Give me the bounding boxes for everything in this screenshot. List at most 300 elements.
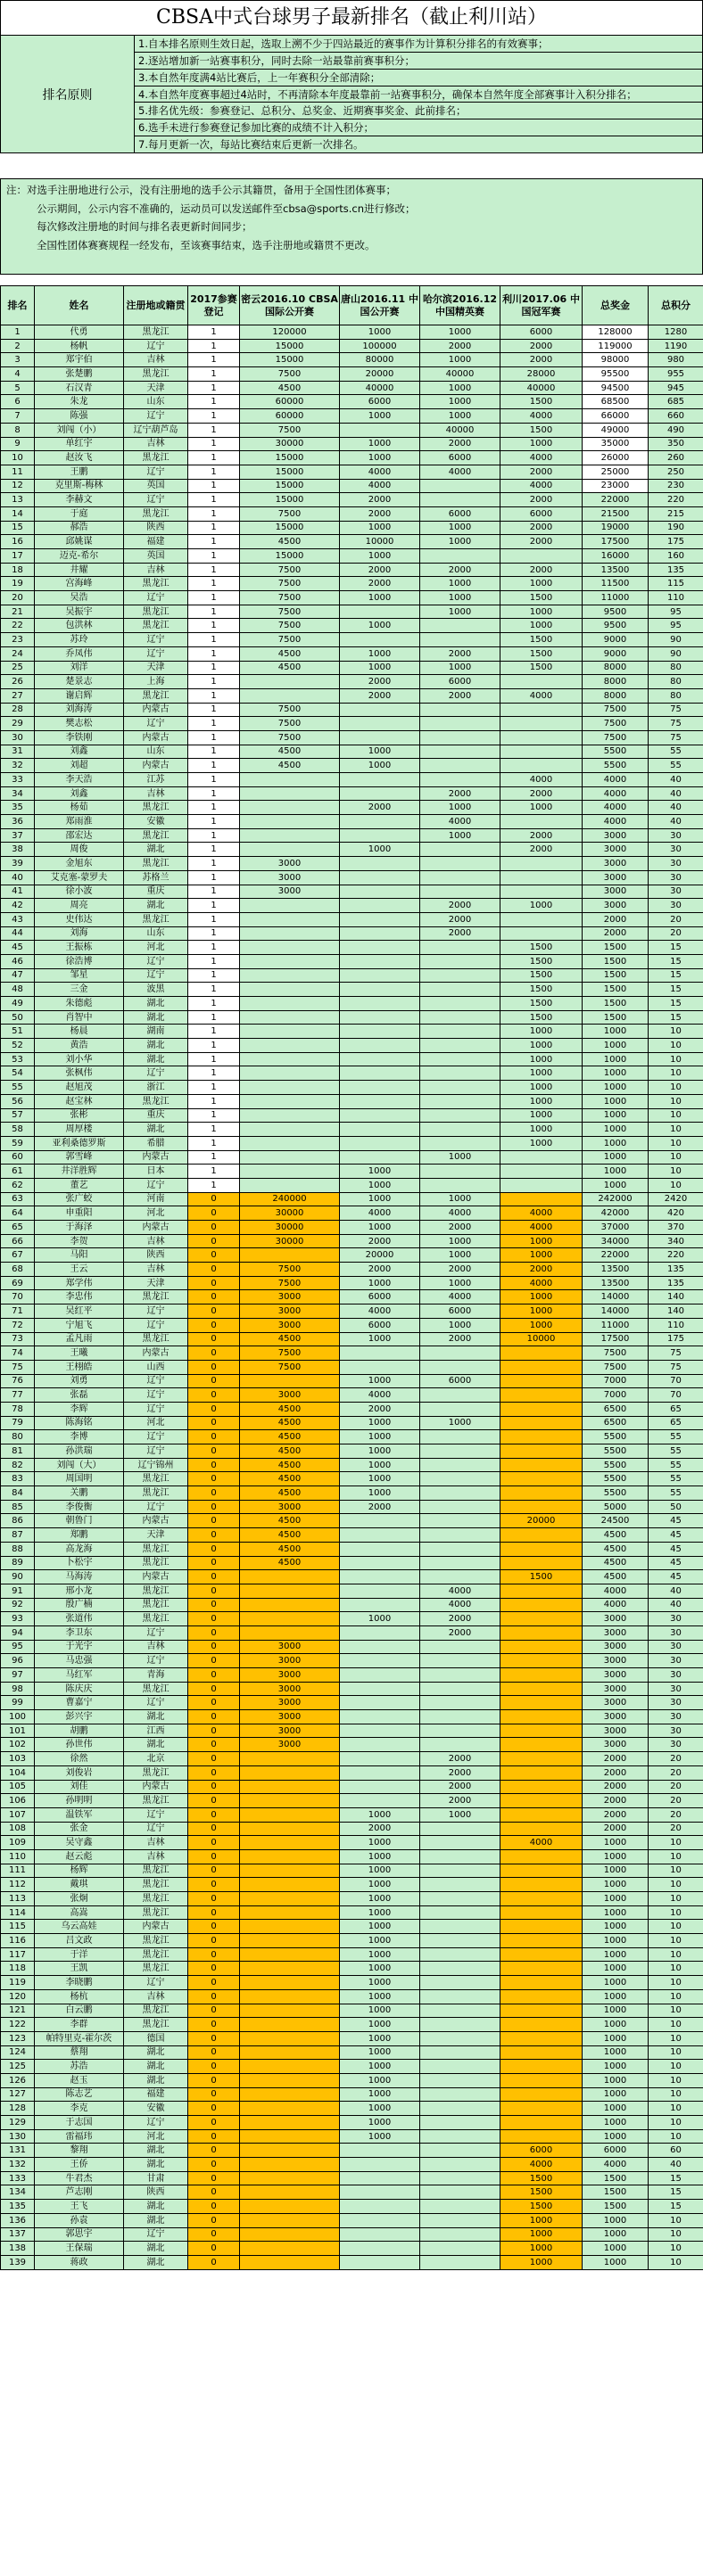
prize-cell: 1000 [583,2242,649,2256]
tangshan-cell: 1000 [340,2073,420,2087]
lichuan-cell [500,2073,583,2087]
prize-cell: 37000 [583,1221,649,1235]
rank-cell: 120 [1,1989,35,2004]
points-cell: 10 [649,2018,703,2032]
points-cell: 10 [649,1892,703,1906]
points-cell: 10 [649,1108,703,1123]
rank-cell: 72 [1,1318,35,1332]
points-cell: 340 [649,1234,703,1248]
name-cell: 郭思宇 [35,2227,124,2242]
registered-cell: 0 [188,1765,240,1780]
lichuan-cell: 1000 [500,577,583,591]
name-cell: 苏玲 [35,633,124,647]
tangshan-cell [340,926,420,941]
registered-cell: 1 [188,717,240,731]
name-cell: 张彬 [35,1108,124,1123]
tangshan-cell: 1000 [340,325,420,340]
lichuan-cell: 1000 [500,1094,583,1108]
rank-cell: 43 [1,912,35,926]
name-cell: 郭雪峰 [35,1150,124,1165]
harbin-cell [420,1710,500,1724]
table-row [1,633,703,647]
rank-cell: 67 [1,1248,35,1263]
region-cell: 内蒙古 [124,1780,188,1794]
table-row [1,1864,703,1878]
rank-cell: 125 [1,2060,35,2074]
prize-cell: 4000 [583,801,649,815]
miyun-cell [240,1136,340,1150]
registered-cell: 0 [188,1248,240,1263]
rank-cell: 87 [1,1528,35,1543]
harbin-cell: 6000 [420,451,500,465]
points-cell: 15 [649,2200,703,2214]
lichuan-cell [500,1724,583,1738]
region-cell: 湖北 [124,1738,188,1752]
table-row [1,1807,703,1822]
lichuan-cell: 1500 [500,591,583,605]
lichuan-cell [500,1625,583,1640]
tangshan-cell [340,983,420,997]
lichuan-cell: 1000 [500,2242,583,2256]
rank-cell: 39 [1,857,35,871]
table-row [1,773,703,787]
note-line: 每次修改注册地的时间与排名表更新时间同步； [37,220,252,233]
lichuan-cell: 2000 [500,1263,583,1277]
tangshan-cell [340,633,420,647]
name-cell: 黎翔 [35,2144,124,2158]
table-row [1,563,703,577]
tangshan-cell [340,899,420,913]
harbin-cell [420,2200,500,2214]
table-row [1,1989,703,2004]
prize-cell: 5500 [583,1486,649,1501]
name-cell: 石汉青 [35,381,124,395]
prize-cell: 94500 [583,381,649,395]
name-cell: 李俊衡 [35,1500,124,1514]
prize-cell: 98000 [583,353,649,367]
rank-cell: 89 [1,1556,35,1570]
region-cell: 黑龙江 [124,1486,188,1501]
points-cell: 175 [649,1332,703,1346]
lichuan-cell: 6000 [500,506,583,521]
rank-cell: 68 [1,1263,35,1277]
table-row [1,1360,703,1374]
region-cell: 黑龙江 [124,1290,188,1304]
name-cell: 董艺 [35,1178,124,1192]
registered-cell: 1 [188,912,240,926]
rank-cell: 127 [1,2087,35,2102]
region-cell: 湖北 [124,2045,188,2060]
registered-cell: 1 [188,409,240,424]
tangshan-cell: 1000 [340,1849,420,1864]
region-cell: 辽宁 [124,2227,188,2242]
rank-cell: 18 [1,563,35,577]
table-row [1,2144,703,2158]
table-row [1,968,703,983]
lichuan-cell [500,1458,583,1472]
tangshan-cell [340,1584,420,1598]
tangshan-cell: 1000 [340,2045,420,2060]
region-cell: 湖南 [124,1025,188,1039]
miyun-cell: 3000 [240,1668,340,1683]
lichuan-cell: 1000 [500,1318,583,1332]
lichuan-cell [500,1976,583,1990]
rank-cell: 109 [1,1836,35,1850]
harbin-cell [420,1696,500,1710]
harbin-cell: 2000 [420,1780,500,1794]
points-cell: 10 [649,2031,703,2045]
harbin-cell [420,1136,500,1150]
harbin-cell: 1000 [420,605,500,619]
points-cell: 40 [649,2158,703,2172]
tangshan-cell: 2000 [340,1402,420,1416]
tangshan-cell: 1000 [340,1416,420,1430]
tangshan-cell: 1000 [340,1864,420,1878]
lichuan-cell [500,1710,583,1724]
rank-cell: 92 [1,1598,35,1612]
miyun-cell: 3000 [240,885,340,899]
miyun-cell [240,843,340,857]
harbin-cell [420,1346,500,1361]
rank-cell: 96 [1,1654,35,1668]
region-cell: 辽宁 [124,1976,188,1990]
miyun-cell: 4500 [240,1444,340,1459]
region-cell: 辽宁葫芦岛 [124,423,188,437]
tangshan-cell [340,1136,420,1150]
region-cell: 浙江 [124,1081,188,1095]
tangshan-cell: 1000 [340,1221,420,1235]
name-cell: 张磊 [35,1388,124,1403]
name-cell: 金旭东 [35,857,124,871]
table-row [1,1612,703,1626]
prize-cell: 2000 [583,926,649,941]
registered-cell: 0 [188,2227,240,2242]
tangshan-cell: 1000 [340,745,420,759]
registered-cell: 1 [188,786,240,801]
rule-item: 6.选手未进行参赛登记参加比赛的成绩不计入积分； [135,119,702,136]
registered-cell: 1 [188,1066,240,1081]
name-cell: 刘超 [35,759,124,773]
miyun-cell [240,2200,340,2214]
name-cell: 陈强 [35,409,124,424]
points-cell: 30 [649,1640,703,1654]
harbin-cell [420,549,500,564]
miyun-cell: 7500 [240,605,340,619]
points-cell: 95 [649,605,703,619]
table-row [1,1514,703,1528]
registered-cell: 0 [188,1221,240,1235]
name-cell: 郑学伟 [35,1276,124,1290]
points-cell: 15 [649,968,703,983]
rank-cell: 59 [1,1136,35,1150]
table-row [1,1822,703,1836]
rank-cell: 64 [1,1206,35,1221]
harbin-cell: 2000 [420,339,500,353]
registered-cell: 0 [188,1332,240,1346]
registered-cell: 0 [188,1374,240,1388]
prize-cell: 1500 [583,983,649,997]
registered-cell: 1 [188,563,240,577]
table-row [1,1094,703,1108]
registered-cell: 0 [188,1192,240,1206]
prize-cell: 66000 [583,409,649,424]
tangshan-cell: 4000 [340,1388,420,1403]
tangshan-cell [340,1752,420,1766]
rank-cell: 74 [1,1346,35,1361]
name-cell: 温铁军 [35,1807,124,1822]
prize-cell: 35000 [583,437,649,451]
name-cell: 李博 [35,1430,124,1444]
region-cell: 英国 [124,549,188,564]
points-cell: 75 [649,1346,703,1361]
region-cell: 辽宁 [124,1444,188,1459]
lichuan-cell [500,1528,583,1543]
col-header-region: 注册地或籍贯 [124,286,188,325]
table-row [1,381,703,395]
points-cell: 20 [649,912,703,926]
rank-cell: 58 [1,1123,35,1137]
region-cell: 上海 [124,675,188,689]
miyun-cell [240,1081,340,1095]
prize-cell: 21500 [583,506,649,521]
rank-cell: 37 [1,828,35,843]
name-cell: 吴红平 [35,1304,124,1319]
registered-cell: 0 [188,1989,240,2004]
rank-cell: 51 [1,1025,35,1039]
table-row [1,1318,703,1332]
registered-cell: 1 [188,605,240,619]
name-cell: 雷福玮 [35,2129,124,2144]
prize-cell: 1000 [583,2255,649,2269]
rank-cell: 104 [1,1765,35,1780]
region-cell: 黑龙江 [124,1878,188,1892]
tangshan-cell: 1000 [340,1976,420,1990]
name-cell: 赵旭茂 [35,1081,124,1095]
tangshan-cell: 2000 [340,1822,420,1836]
harbin-cell: 1000 [420,409,500,424]
prize-cell: 13500 [583,1263,649,1277]
table-row [1,1472,703,1486]
points-cell: 980 [649,353,703,367]
miyun-cell: 4500 [240,1472,340,1486]
harbin-cell [420,1542,500,1556]
miyun-cell: 4500 [240,535,340,549]
prize-cell: 1000 [583,1165,649,1179]
miyun-cell [240,2158,340,2172]
tangshan-cell: 1000 [340,451,420,465]
table-row [1,1710,703,1724]
registered-cell: 1 [188,1178,240,1192]
tangshan-cell: 4000 [340,1304,420,1319]
prize-cell: 1000 [583,1039,649,1053]
lichuan-cell [500,1486,583,1501]
lichuan-cell [500,1150,583,1165]
registered-cell: 0 [188,1304,240,1319]
points-cell: 45 [649,1556,703,1570]
name-cell: 吕文政 [35,1934,124,1948]
lichuan-cell: 1000 [500,1025,583,1039]
prize-cell: 1500 [583,1010,649,1025]
registered-cell: 1 [188,983,240,997]
miyun-cell [240,1025,340,1039]
prize-cell: 1000 [583,1025,649,1039]
tangshan-cell [340,1668,420,1683]
tangshan-cell [340,2144,420,2158]
name-cell: 张枫伟 [35,1066,124,1081]
rank-cell: 97 [1,1668,35,1683]
name-cell: 井耀 [35,563,124,577]
prize-cell: 3000 [583,1738,649,1752]
name-cell: 邱姚谋 [35,535,124,549]
name-cell: 王栩皓 [35,1360,124,1374]
name-cell: 刘闯（小） [35,423,124,437]
name-cell: 邵宏达 [35,828,124,843]
registered-cell: 1 [188,437,240,451]
harbin-cell: 2000 [420,1794,500,1808]
tangshan-cell: 80000 [340,353,420,367]
registered-cell: 0 [188,1556,240,1570]
registered-cell: 1 [188,591,240,605]
region-cell: 辽宁 [124,633,188,647]
table-row [1,1625,703,1640]
harbin-cell: 2000 [420,912,500,926]
points-cell: 135 [649,563,703,577]
lichuan-cell: 1500 [500,646,583,661]
points-cell: 490 [649,423,703,437]
registered-cell: 1 [188,801,240,815]
name-cell: 李天浩 [35,773,124,787]
region-cell: 黑龙江 [124,1864,188,1878]
registered-cell: 1 [188,843,240,857]
lichuan-cell: 1500 [500,1010,583,1025]
miyun-cell: 3000 [240,1640,340,1654]
prize-cell: 5000 [583,1500,649,1514]
name-cell: 李辉 [35,1402,124,1416]
prize-cell: 119000 [583,339,649,353]
table-row [1,2045,703,2060]
harbin-cell [420,954,500,968]
prize-cell: 95500 [583,367,649,382]
prize-cell: 1000 [583,1934,649,1948]
miyun-cell [240,1123,340,1137]
registered-cell: 1 [188,661,240,675]
prize-cell: 7500 [583,717,649,731]
region-cell: 陕西 [124,521,188,535]
miyun-cell: 7500 [240,1346,340,1361]
region-cell: 希腊 [124,1136,188,1150]
rank-cell: 85 [1,1500,35,1514]
rank-cell: 116 [1,1934,35,1948]
prize-cell: 9000 [583,633,649,647]
lichuan-cell: 20000 [500,1514,583,1528]
points-cell: 945 [649,381,703,395]
miyun-cell [240,1765,340,1780]
harbin-cell [420,1640,500,1654]
harbin-cell [420,2031,500,2045]
name-cell: 郑鹏 [35,1528,124,1543]
registered-cell: 0 [188,1528,240,1543]
name-cell: 刘洋 [35,661,124,675]
lichuan-cell [500,2087,583,2102]
region-cell: 内蒙古 [124,730,188,745]
rank-cell: 110 [1,1849,35,1864]
miyun-cell [240,1794,340,1808]
region-cell: 湖北 [124,2073,188,2087]
miyun-cell [240,1947,340,1962]
name-cell: 包洪林 [35,619,124,633]
name-cell: 王振栋 [35,941,124,955]
table-row [1,1388,703,1403]
rank-cell: 80 [1,1430,35,1444]
lichuan-cell [500,1780,583,1794]
registered-cell: 0 [188,1458,240,1472]
points-cell: 220 [649,493,703,507]
points-cell: 10 [649,2102,703,2116]
name-cell: 王曦 [35,1346,124,1361]
tangshan-cell: 1000 [340,1612,420,1626]
harbin-cell [420,1039,500,1053]
rank-cell: 2 [1,339,35,353]
miyun-cell: 7500 [240,717,340,731]
points-cell: 30 [649,885,703,899]
miyun-cell: 4500 [240,1486,340,1501]
tangshan-cell [340,1025,420,1039]
lichuan-cell: 4000 [500,773,583,787]
lichuan-cell: 1000 [500,2227,583,2242]
points-cell: 10 [649,1989,703,2004]
points-cell: 15 [649,941,703,955]
registered-cell: 0 [188,1416,240,1430]
region-cell: 辽宁 [124,1066,188,1081]
points-cell: 30 [649,857,703,871]
miyun-cell: 4500 [240,381,340,395]
name-cell: 徐然 [35,1752,124,1766]
prize-cell: 1000 [583,1123,649,1137]
rank-cell: 7 [1,409,35,424]
region-cell: 内蒙古 [124,703,188,717]
tangshan-cell [340,1542,420,1556]
region-cell: 辽宁 [124,1430,188,1444]
points-cell: 75 [649,703,703,717]
registered-cell: 0 [188,1486,240,1501]
rank-cell: 12 [1,479,35,493]
lichuan-cell [500,717,583,731]
name-cell: 谢启辉 [35,688,124,703]
name-cell: 吴浩 [35,591,124,605]
lichuan-cell: 28000 [500,367,583,382]
harbin-cell [420,1360,500,1374]
name-cell: 刘俊岩 [35,1765,124,1780]
points-cell: 40 [649,1598,703,1612]
region-cell: 内蒙古 [124,1221,188,1235]
registered-cell: 1 [188,997,240,1011]
points-cell: 55 [649,1486,703,1501]
points-cell: 20 [649,1807,703,1822]
points-cell: 10 [649,1136,703,1150]
miyun-cell: 7500 [240,619,340,633]
harbin-cell [420,1849,500,1864]
tangshan-cell: 2000 [340,1234,420,1248]
table-row [1,2102,703,2116]
prize-cell: 3000 [583,1724,649,1738]
harbin-cell [420,1962,500,1976]
tangshan-cell: 4000 [340,1206,420,1221]
table-row [1,619,703,633]
tangshan-cell [340,1066,420,1081]
miyun-cell: 4500 [240,1332,340,1346]
name-cell: 朱龙 [35,395,124,409]
rank-cell: 129 [1,2116,35,2130]
